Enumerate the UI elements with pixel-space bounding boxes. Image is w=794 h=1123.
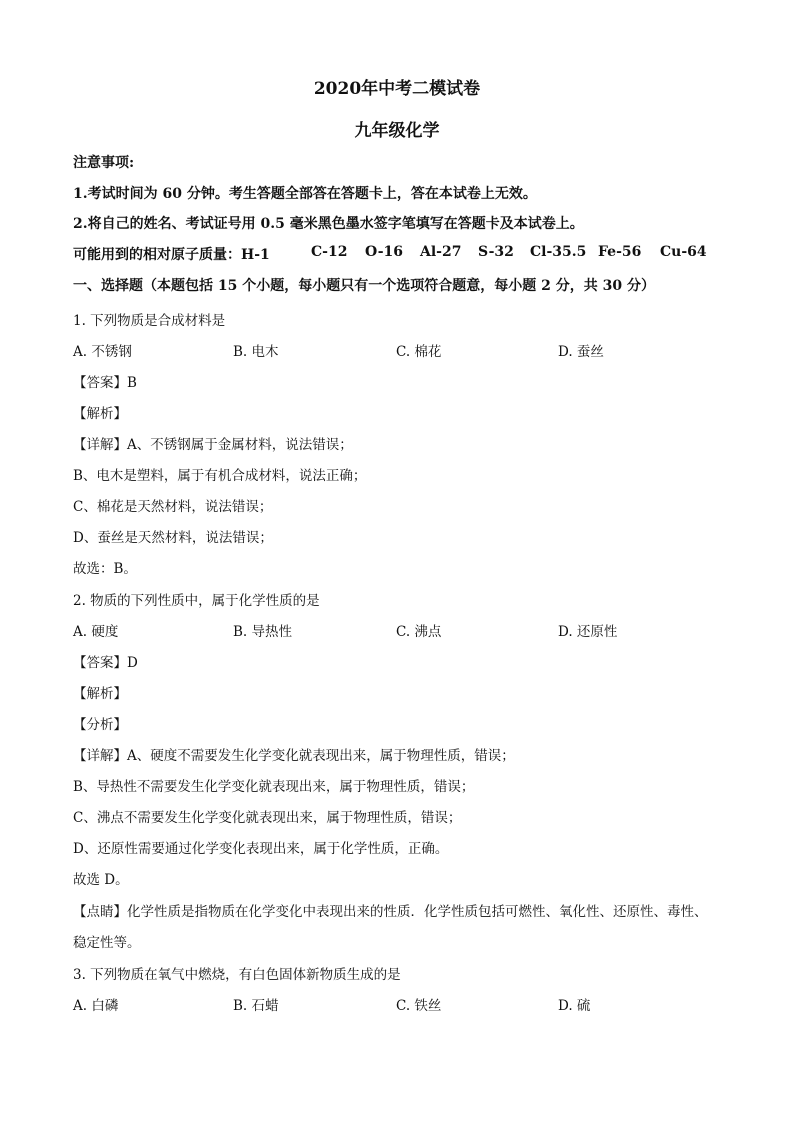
q1-answer: 【答案】B	[73, 375, 137, 391]
q1-detail-line: D、蚕丝是天然材料，说法错误；	[73, 530, 273, 546]
q1-option-c: C. 棉花	[396, 344, 442, 360]
atomic-mass-o: O-16	[365, 244, 404, 260]
q2-option-b: B. 导热性	[233, 624, 293, 640]
exam-title: 2020年中考二模试卷	[313, 79, 481, 99]
q2-detail-line: C、沸点不需要发生化学变化就表现出来，属于物理性质，错误；	[73, 810, 462, 826]
q1-detail-line: B、电木是塑料，属于有机合成材料，说法正确；	[73, 468, 367, 484]
q1-conclusion: 故选：B。	[73, 561, 137, 577]
atomic-mass-cl: Cl-35.5	[530, 244, 587, 260]
q1-detail-line: 【详解】A、不锈钢属于金属材料，说法错误；	[73, 437, 353, 453]
q2-option-c: C. 沸点	[396, 624, 442, 640]
notes-item-2: 2.将自己的姓名、考试证号用 0.5 毫米黑色墨水签字笔填写在答题卡及本试卷上。	[73, 216, 584, 232]
q2-fenxi-label: 【分析】	[73, 717, 127, 733]
q2-detail-line: 【详解】A、硬度不需要发生化学变化就表现出来，属于物理性质，错误；	[73, 748, 515, 764]
q1-option-a: A. 不锈钢	[73, 344, 132, 360]
q2-answer: 【答案】D	[73, 655, 138, 671]
q2-analysis-label: 【解析】	[73, 686, 127, 702]
atomic-mass-al: Al-27	[420, 244, 462, 260]
q3-option-b: B. 石蜡	[233, 998, 279, 1014]
atomic-mass-s: S-32	[478, 244, 514, 260]
atomic-mass-label: 可能用到的相对原子质量：H-1	[73, 247, 270, 263]
q2-conclusion: 故选 D。	[73, 872, 129, 888]
q2-tip-line-2: 稳定性等。	[73, 935, 141, 951]
question-2-stem: 2. 物质的下列性质中，属于化学性质的是	[73, 593, 320, 609]
q2-detail-line: B、导热性不需要发生化学变化就表现出来，属于物理性质，错误；	[73, 779, 475, 795]
q1-detail-line: C、棉花是天然材料，说法错误；	[73, 499, 273, 515]
q3-option-d: D. 硫	[558, 998, 591, 1014]
question-3-stem: 3. 下列物质在氧气中燃烧，有白色固体新物质生成的是	[73, 967, 401, 983]
q2-detail-line: D、还原性需要通过化学变化表现出来，属于化学性质，正确。	[73, 841, 449, 857]
q2-option-d: D. 还原性	[558, 624, 618, 640]
atomic-mass-c: C-12	[311, 244, 348, 260]
exam-subtitle: 九年级化学	[354, 121, 440, 141]
q1-option-b: B. 电木	[233, 344, 279, 360]
section-heading: 一、选择题（本题包括 15 个小题，每小题只有一个选项符合题意，每小题 2 分，共 30 分）	[73, 278, 655, 294]
atomic-mass-cu: Cu-64	[660, 244, 707, 260]
q1-analysis-label: 【解析】	[73, 406, 127, 422]
q3-option-a: A. 白磷	[73, 998, 119, 1014]
q2-tip-line-1: 【点睛】化学性质是指物质在化学变化中表现出来的性质．化学性质包括可燃性、氧化性、还原性、毒性、	[73, 904, 708, 920]
question-1-stem: 1. 下列物质是合成材料是	[73, 313, 226, 329]
atomic-mass-fe: Fe-56	[598, 244, 642, 260]
q2-option-a: A. 硬度	[73, 624, 119, 640]
q1-option-d: D. 蚕丝	[558, 344, 604, 360]
notes-item-1: 1.考试时间为 60 分钟。考生答题全部答在答题卡上，答在本试卷上无效。	[73, 186, 537, 202]
q3-option-c: C. 铁丝	[396, 998, 442, 1014]
notes-heading: 注意事项:	[73, 155, 135, 171]
